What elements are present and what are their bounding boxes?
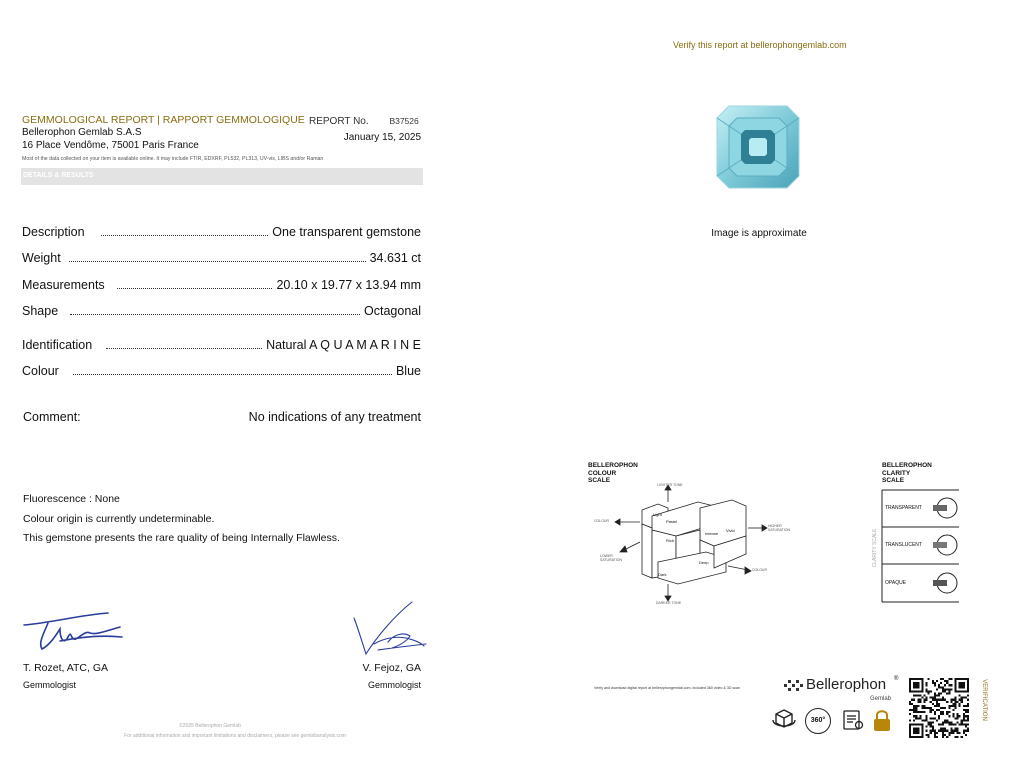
- verification-vertical-label: VERIFICATION: [981, 679, 987, 721]
- note-clarity: This gemstone presents the rare quality of being Internally Flawless.: [23, 532, 340, 544]
- clarity-level: TRANSPARENT: [885, 505, 922, 511]
- video-360-label: 360°: [810, 717, 826, 724]
- gemstone-image: [715, 104, 801, 190]
- detail-value: Blue: [395, 364, 421, 378]
- clarity-scale-title: [882, 462, 932, 485]
- colour-cell: Deep: [699, 560, 709, 565]
- clarity-scale-axis: CLARITY SCALE: [872, 528, 878, 568]
- dot-leader: [101, 235, 269, 236]
- qr-code[interactable]: [909, 678, 969, 738]
- dot-leader: [117, 288, 273, 289]
- colour-scale-label: COLOUR: [594, 519, 609, 523]
- colour-scale-title-line: COLOUR: [588, 469, 617, 477]
- colour-scale-label: LOWER SATURATION: [600, 554, 623, 562]
- comment-value: No indications of any treatment: [248, 410, 421, 424]
- colour-scale-label: HIGHER SATURATION: [768, 524, 791, 532]
- report-date: January 15, 2025: [343, 132, 421, 143]
- verify-link[interactable]: Verify this report at bellerophongemlab.com: [673, 40, 847, 50]
- colour-scale-label: LIGHTER TONE: [657, 483, 683, 487]
- clarity-scale-box: [881, 489, 959, 603]
- dot-leader: [70, 314, 360, 315]
- detail-label: Identification: [22, 338, 93, 352]
- detail-value: 34.631 ct: [369, 251, 421, 265]
- detail-value: One transparent gemstone: [272, 225, 421, 239]
- detail-row-weight: [22, 251, 421, 265]
- brand-name: Bellerophon: [806, 676, 887, 693]
- section-bar-label: DETAILS & RESULTS: [23, 172, 94, 179]
- signature-rozet: [20, 605, 124, 657]
- lock-icon: [872, 708, 892, 732]
- detail-row-description: [22, 225, 421, 239]
- video-360-icon[interactable]: [805, 708, 831, 734]
- report-number: [309, 116, 419, 127]
- clarity-scale-title-line: CLARITY: [882, 469, 911, 477]
- report-number-label: REPORT No.: [309, 116, 369, 127]
- report-number-value: B37526: [389, 116, 419, 126]
- clarity-level: OPAQUE: [885, 580, 907, 586]
- detail-value: 20.10 x 19.77 x 13.94 mm: [276, 278, 421, 292]
- section-bar: [21, 168, 423, 185]
- colour-scale-title-line: SCALE: [588, 477, 611, 484]
- footer-info: For additional information and important limitations and disclaimers, please see gemlabanalysis.com: [124, 733, 346, 739]
- signer-role-rozet: Gemmologist: [23, 680, 77, 690]
- detail-row-measurements: [22, 278, 421, 292]
- brand-logo: [784, 676, 904, 706]
- copyright: ©2025 Bellerophon Gemlab: [179, 723, 241, 729]
- colour-cell: Rich: [666, 538, 675, 543]
- brand-registered: ®: [894, 676, 899, 682]
- colour-cell: Pastel: [666, 519, 678, 524]
- signature-fejoz: [348, 598, 428, 660]
- data-disclaimer: Most of the data collected on your item is available online. It may include FTIR, EDXRF, PL532, PL313, UV-vis, LIBS and/or Raman: [22, 156, 324, 162]
- report-title: GEMMOLOGICAL REPORT | RAPPORT GEMMOLOGIQUE: [22, 114, 305, 126]
- signer-name-fejoz: V. Fejoz, GA: [362, 662, 421, 674]
- detail-label: Description: [22, 225, 85, 239]
- detail-value: Octagonal: [364, 304, 421, 318]
- lab-name: Bellerophon Gemlab S.A.S: [22, 127, 142, 138]
- detail-value: Natural A Q U A M A R I N E: [266, 338, 421, 352]
- detail-label: Colour: [22, 364, 59, 378]
- lab-address: 16 Place Vendôme, 75001 Paris France: [22, 140, 199, 151]
- colour-scale-diagram: [588, 482, 803, 608]
- detail-label: Weight: [22, 251, 61, 265]
- image-caption: Image is approximate: [711, 228, 807, 239]
- brand-sub: Gemlab: [870, 696, 892, 702]
- note-fluorescence: Fluorescence : None: [23, 493, 120, 505]
- clarity-level: TRANSLUCENT: [885, 542, 922, 548]
- detail-label: Measurements: [22, 278, 105, 292]
- detail-row-shape: [22, 304, 421, 318]
- dot-leader: [106, 348, 262, 349]
- detail-row-identification: [22, 338, 421, 352]
- colour-cell: Vivid: [726, 528, 735, 533]
- note-colour-origin: Colour origin is currently undeterminable.: [23, 513, 215, 525]
- colour-cell: Dark: [658, 572, 667, 577]
- colour-scale-label: DARKER TONE: [656, 601, 682, 605]
- signer-name-rozet: T. Rozet, ATC, GA: [23, 662, 108, 674]
- signer-role-fejoz: Gemmologist: [367, 680, 421, 690]
- digital-report-note: Verify and download digital report at bellerophongemlab.com, included 360 video & 3D scan: [594, 686, 741, 690]
- clarity-scale-title-line: SCALE: [882, 477, 905, 484]
- detail-row-colour: [22, 364, 421, 378]
- colour-scale-label: COLOUR: [752, 568, 767, 572]
- colour-scale-title-line: BELLEROPHON: [588, 462, 638, 469]
- dot-leader: [69, 261, 366, 262]
- 3d-scan-icon[interactable]: [771, 706, 797, 732]
- detail-label: Shape: [22, 304, 59, 318]
- colour-cell: Light: [653, 512, 662, 517]
- certificate-icon[interactable]: [841, 708, 865, 732]
- colour-cell: Intense: [705, 531, 719, 536]
- dot-leader: [73, 374, 392, 375]
- brand-mark-icon: [784, 679, 804, 693]
- clarity-scale-title-line: BELLEROPHON: [882, 462, 932, 469]
- comment-label: Comment:: [23, 410, 81, 424]
